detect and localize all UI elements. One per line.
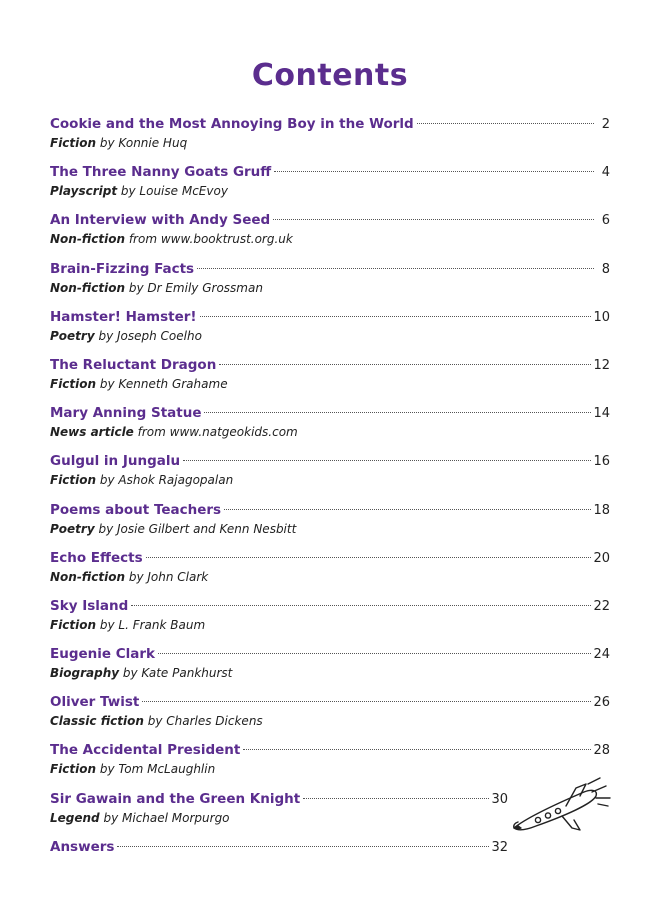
entry-author: by Joseph Coelho [94, 328, 202, 343]
entry-byline [50, 230, 610, 248]
entry-byline [50, 568, 610, 586]
dot-leader [117, 846, 489, 847]
toc-entry[interactable] [50, 259, 610, 307]
entry-genre: Non-fiction [50, 569, 126, 584]
entry-title[interactable]: Oliver Twist [50, 694, 140, 711]
dot-leader [197, 268, 594, 269]
toc-entry[interactable] [50, 162, 610, 210]
entry-title[interactable]: Echo Effects [50, 549, 143, 566]
toc-entry[interactable] [50, 451, 610, 499]
dot-leader [417, 123, 594, 124]
entry-author: by Konnie Huq [96, 136, 188, 150]
entry-author: from www.booktrust.org.uk [125, 232, 293, 247]
entry-byline [50, 375, 610, 393]
dot-leader [274, 171, 594, 172]
entry-genre: Fiction [50, 473, 97, 488]
entry-title[interactable]: Sky Island [50, 597, 129, 614]
page-number: 14 [593, 406, 610, 422]
dot-leader [158, 653, 591, 654]
entry-title[interactable]: Cookie and the Most Annoying Boy in the World [50, 116, 414, 132]
entry-author: by Michael Morpurgo [99, 810, 230, 825]
entry-genre: News article [50, 425, 134, 440]
page-number: 16 [593, 454, 610, 470]
dot-leader [273, 219, 594, 220]
page-number: 18 [593, 502, 610, 518]
page-number: 2 [601, 117, 610, 132]
dot-leader [224, 509, 591, 510]
entry-author: by Kenneth Grahame [96, 376, 228, 391]
entry-byline [50, 616, 610, 634]
toc-entry[interactable] [50, 692, 610, 740]
entry-title[interactable]: Answers [50, 838, 115, 855]
page-number: 8 [601, 261, 610, 277]
entry-byline [50, 664, 610, 682]
entry-author: by Kate Pankhurst [119, 666, 233, 681]
entry-author: by John Clark [125, 569, 209, 584]
page-number: 10 [593, 309, 610, 325]
toc-entry[interactable] [50, 114, 610, 162]
entry-author: by Tom McLaughlin [96, 762, 216, 777]
toc-entry[interactable] [50, 307, 610, 355]
dot-leader [142, 701, 591, 702]
entry-title[interactable]: Brain-Fizzing Facts [50, 260, 195, 277]
dot-leader [183, 460, 591, 461]
entry-title[interactable]: Gulgul in Jungalu [50, 453, 181, 470]
entry-byline [50, 471, 610, 489]
entry-genre: Non-fiction [50, 280, 126, 295]
entry-byline [50, 327, 610, 345]
entry-author: by Charles Dickens [143, 714, 263, 729]
entry-genre: Fiction [50, 136, 97, 150]
toc-entry[interactable] [50, 596, 610, 644]
dot-leader [219, 364, 591, 365]
entry-genre: Classic fiction [50, 714, 144, 729]
toc-entry[interactable] [50, 500, 610, 548]
entry-author: by L. Frank Baum [96, 617, 206, 632]
entry-title[interactable]: The Accidental President [50, 742, 241, 759]
entry-genre: Fiction [50, 617, 97, 632]
entry-title[interactable]: Hamster! Hamster! [50, 308, 197, 325]
entry-title[interactable]: The Reluctant Dragon [50, 356, 217, 373]
entry-genre: Poetry [50, 328, 95, 343]
page-number: 28 [593, 743, 610, 759]
toc-entry[interactable] [50, 210, 610, 258]
entry-byline [50, 712, 610, 730]
rocket-icon [506, 776, 614, 838]
toc-entry[interactable] [50, 403, 610, 451]
toc-entry[interactable] [50, 644, 610, 692]
page-number: 12 [593, 357, 610, 373]
entry-title[interactable]: Sir Gawain and the Green Knight [50, 790, 301, 807]
toc-entry[interactable] [50, 355, 610, 403]
toc-entry[interactable] [50, 548, 610, 596]
entry-genre: Fiction [50, 762, 97, 777]
entry-genre: Non-fiction [50, 232, 126, 247]
entry-genre: Playscript [50, 184, 118, 199]
entry-author: by Dr Emily Grossman [125, 280, 263, 295]
table-of-contents [50, 114, 610, 885]
entry-byline [50, 423, 610, 441]
entry-title[interactable]: Eugenie Clark [50, 646, 156, 663]
dot-leader [146, 557, 592, 558]
dot-leader [131, 605, 591, 606]
entry-author: by Josie Gilbert and Kenn Nesbitt [94, 521, 297, 536]
page-number: 22 [593, 598, 610, 614]
entry-author: by Louise McEvoy [117, 184, 228, 199]
page-number: 6 [601, 213, 610, 229]
page-number: 30 [491, 791, 508, 807]
entry-genre: Fiction [50, 376, 97, 391]
dot-leader [204, 412, 591, 413]
entry-author: from www.natgeokids.com [133, 425, 298, 440]
entry-title[interactable]: Poems about Teachers [50, 501, 222, 518]
entry-author: by Ashok Rajagopalan [96, 473, 234, 488]
page-number: 26 [593, 695, 610, 711]
entry-title[interactable]: An Interview with Andy Seed [50, 212, 271, 229]
page-title: Contents [251, 58, 409, 93]
toc-entry-answers[interactable] [50, 837, 610, 885]
page-number: 24 [593, 647, 610, 663]
dot-leader [200, 316, 592, 317]
page-number: 32 [491, 839, 508, 855]
dot-leader [243, 749, 591, 750]
entry-title[interactable]: Mary Anning Statue [50, 405, 202, 422]
dot-leader [303, 798, 489, 799]
entry-genre: Biography [50, 666, 120, 681]
entry-byline [50, 182, 610, 200]
entry-title[interactable]: The Three Nanny Goats Gruff [50, 164, 272, 181]
page-number: 20 [593, 550, 610, 566]
entry-genre: Poetry [50, 521, 95, 536]
entry-genre: Legend [50, 810, 100, 825]
entry-byline [50, 520, 610, 538]
entry-byline [50, 279, 610, 297]
entry-byline [50, 134, 610, 152]
page-number: 4 [601, 165, 610, 181]
